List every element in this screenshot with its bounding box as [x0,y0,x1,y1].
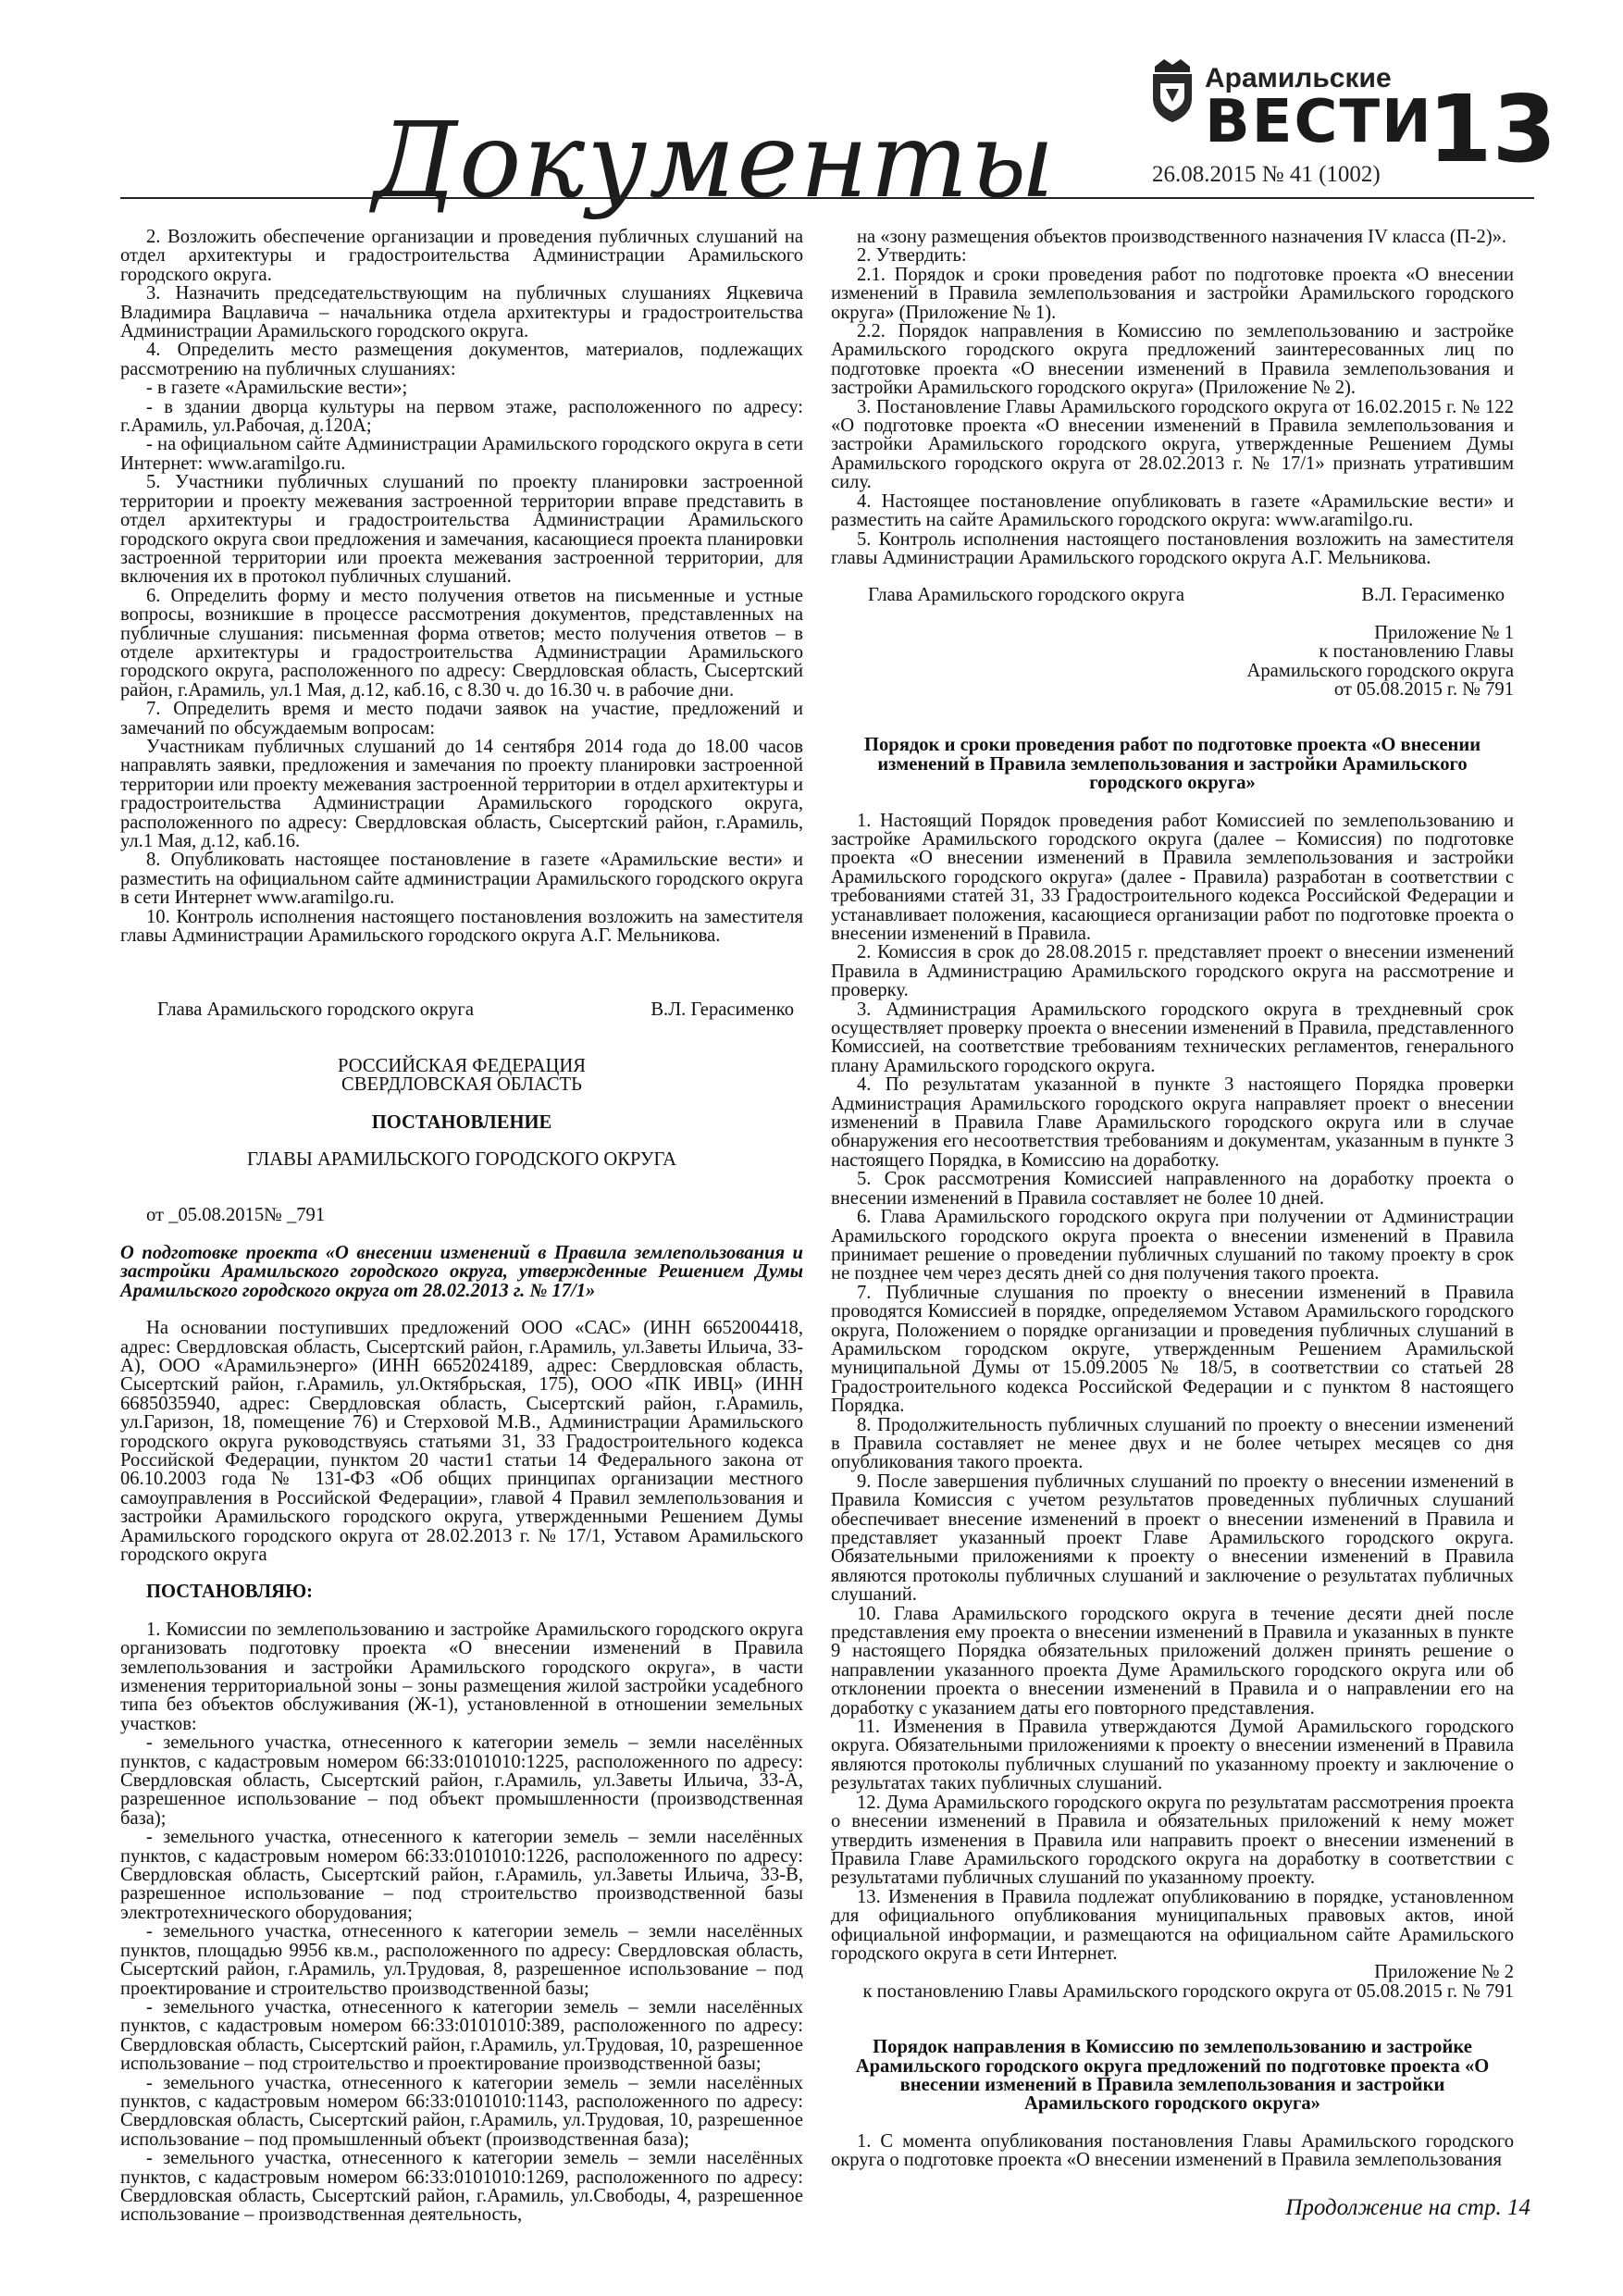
list-item: - земельного участка, отнесенного к категории земель – земли населённых пунктов, с кадастровым номером 66:33:0101010:1269, расположенного по адресу: Свердловская область, Сысертский район, г.Арамиль, ул.Свободы, 4, разрешенное использование – производственная деятельность, [120,2148,803,2226]
header-country: РОССИЙСКАЯ ФЕДЕРАЦИЯ [338,1055,586,1076]
paragraph: 7. Публичные слушания по проекту о внесении изменений в Правила проводятся Комиссией в порядке, определяемом Уставом Арамильского городского округа, Положением о порядке организации и проведения публичных слушаний в Арамильском городском округе, утвержденным Решением Арамильской муниципальной Думы от 15.09.2005 № 18/5, в соответствии со статьей 28 Градостроительного кодекса Российской Федерации и с пунктом 8 настоящего Порядка. [831,1282,1514,1417]
appendix-label: Приложение № 1 [1374,622,1514,643]
paragraph: 3. Администрация Арамильского городского округа в трехдневный срок осуществляет проверку проекта о внесении изменений в Правила, представленного Комиссией, на соответствие требованиям технических регламентов, генерального плану Арамильского городского округа. [831,999,1514,1076]
right-column [831,228,1514,2170]
list-item: - земельного участка, отнесенного к категории земель – земли населённых пунктов, с кадастровым номером 66:33:0101010:1225, расположенного по адресу: Свердловская область, Сысертский район, г.Арамиль, ул.Заветы Ильича, 33-А, разрешенное использование – под объект промышленности (производственная база); [120,1732,803,1829]
paragraph: 13. Изменения в Правила подлежат опубликованию в порядке, установленном для официального опубликования муниципальных правовых актов, иной официальной информации, и размещаются на официальном сайте Арамильского городского округа в сети Интернет. [831,1886,1514,1964]
signature-line [831,586,1514,604]
paragraph: 2. Утвердить: [857,245,967,267]
paragraph: 1. Комиссии по землепользованию и застройке Арамильского городского округа организовать подготовку проекта «О внесении изменений в Правила землепользования и застройки Арамильского городского округа», в части изменения территориальной зоны – зоны размещения жилой застройки усадебного типа без объектов обслуживания (Ж-1), установленной в отношении земельных участков: [120,1619,803,1734]
signatory-title: Глава Арамильского городского округа [157,999,475,1021]
paragraph: 3. Назначить председательствующим на публичных слушаниях Яцкевича Владимира Вацлавича – начальника отдела архитектуры и градостроительства Администрации Арамильского городского округа. [120,283,803,342]
appendix-title: Порядок направления в Комиссию по землепользованию и застройке Арамильского городского округа предложений по подготовке проекта «О внесении изменений в Правила землепользования и застройки Арамильского городского округа» [855,2037,1490,2115]
signature-line [120,1000,803,1019]
paragraph: 6. Определить форму и место получения ответов на письменные и устные вопросы, возникшие в процессе рассмотрения документов, представленных на публичные слушания: письменная форма ответов; место получения ответов – в отделе архитектуры и градостроительства Администрации Арамильского городского округа, расположенного по адресу: Свердловская область, Сысертский район, г.Арамиль, ул.1 Мая, д.12, каб.16, с 8.30 ч. до 16.30 ч. в рабочие дни. [120,585,803,701]
list-item: - земельного участка, отнесенного к категории земель – земли населённых пунктов, площадью 9956 кв.м., расположенного по адресу: Свердловская область, Сысертский район, г.Арамиль, ул.Трудовая, 8, разрешенное использование – под проектирование и строительство производственной базы; [120,1921,803,1999]
paragraph: На основании поступивших предложений ООО «САС» (ИНН 6652004418, адрес: Свердловская область, Сысертский район, г.Арамиль, ул.Заветы Ильича, 33-А), ООО «Арамильэнерго» (ИНН 6652024189, адрес: Свердловская область, Сысертский район, г.Арамиль, ул.Октябрьская, 175), ООО «ПК ИВЦ» (ИНН 6685035940, адрес: Свердловская область, Сысертский район, г.Арамиль, ул.Гаризон, 18, помещение 76) и Стерховой М.В., Администрации Арамильского городского округа руководствуясь статьями 31, 33 Градостроительного кодекса Российской Федерации, пунктом 20 части1 статьи 14 Федерального закона от 06.10.2003 года № 131-ФЗ «Об общих принципах организации местного самоуправления в Российской Федерации», главой 4 Правил землепользования и застройки Арамильского городского округа, утвержденными Решением Думы Арамильского городского округа от 28.02.2013 г. № 17/1, Уставом Арамильского городского округа [120,1318,803,1565]
appendix-label: Приложение № 2 [1374,1962,1514,1983]
list-item: - земельного участка, отнесенного к категории земель – земли населённых пунктов, с кадастровым номером 66:33:0101010:389, расположенного по адресу: Свердловская область, Сысертский район, г.Арамиль, ул.Трудовая, 10, разрешенное использование – под строительство и проектирование производственной базы; [120,1996,803,2075]
paragraph: 3. Постановление Главы Арамильского городского округа от 16.02.2015 г. № 122 «О подготовке проекта «О внесении изменений в Правила землепользования и застройки Арамильского городского округа, утвержденные Решением Думы Арамильского городского округа от 28.02.2013 г. № 17/1» признать утратившим силу. [831,396,1514,493]
signatory-name: В.Л. Герасименко [1361,585,1505,606]
header-rule [120,197,1534,199]
paragraph: 11. Изменения в Правила утверждаются Думой Арамильского городского округа. Обязательными приложениями к проекту о внесении изменений в Правила являются протоколы публичных слушаний по указанному проекту и заключение о результатах таких публичных слушаний. [831,1717,1514,1794]
paragraph: 2.1. Порядок и сроки проведения работ по подготовке проекта «О внесении изменений в Правила землепользования и застройки Арамильского городского округа» (Приложение № 1). [831,264,1514,323]
paragraph: 7. Определить время и место подачи заявок на участие, предложений и замечаний по обсуждаемым вопросам: [120,699,803,738]
paragraph: 2.2. Порядок направления в Комиссию по землепользованию и застройке Арамильского городского округа предложений заинтересованных лиц по подготовке проекта «О внесении изменений в Правила землепользования и застройки Арамильского городского округа» (Приложение № 2). [831,321,1514,399]
paragraph: 10. Глава Арамильского городского округа в течение десяти дней после представления ему проекта о внесении изменений в Правила и указанных в пункте 9 настоящего Порядка обязательных приложений должен принять решение о направлении указанного проекта Думе Арамильского городского округа или об отклонении проекта о внесении изменений в Правила и о направлении его на доработку с указанием даты его повторного представления. [831,1603,1514,1719]
masthead [0,0,1623,221]
appendix-title: Порядок и сроки проведения работ по подготовке проекта «О внесении изменений в Правила землепользования и застройки Арамильского городского округа» [863,735,1481,794]
section-title: Документы [373,101,1057,221]
paragraph: 6. Глава Арамильского городского округа при получении от Администрации Арамильского городского округа проекта о внесении изменений в Правила принимает решение о проведении публичных слушаний по такому проекту в срок не позднее чем через десять дней со дня получения такого проекта. [831,1207,1514,1285]
coat-of-arms-icon [1147,57,1197,124]
page-number: 13 [1428,75,1557,183]
header-region: СВЕРДЛОВСКАЯ ОБЛАСТЬ [341,1074,582,1096]
list-item: - в здании дворца культуры на первом этаже, расположенного по адресу: г.Арамиль, ул.Рабочая, д.120А; [120,396,803,437]
paragraph: 9. После завершения публичных слушаний по проекту о внесении изменений в Правила Комиссия с учетом результатов проведенных публичных слушаний обеспечивает внесение изменений в проект о внесении изменений в Правила и представляет указанный проект Главе Арамильского городского округа. Обязательными приложениями к проекту о внесении изменений в Правила являются протоколы публичных слушаний и заключение о результатах публичных слушаний. [831,1471,1514,1606]
signatory-title: Глава Арамильского городского округа [868,585,1185,606]
paper-name-big: ВЕСТИ [1205,88,1433,156]
list-item: - в газете «Арамильские вести»; [146,378,408,399]
paragraph: 5. Контроль исполнения настоящего постановления возложить на заместителя главы Администрации Арамильского городского округа А.Г. Мельникова. [831,528,1514,568]
paragraph: 1. Настоящий Порядок проведения работ Комиссией по землепользованию и застройке Арамильского городского округа (далее – Комиссия) по подготовке проекта «О внесении изменений в Правила землепользования и застройки Арамильского городского округа» (далее - Правила) разработан в соответствии с требованиями статей 31, 33 Градостроительного кодекса Российской Федерации и устанавливает положения, касающиеся организации работ по подготовке проекта о внесении изменений в Правила. [831,810,1514,944]
paragraph: 1. С момента опубликования постановления Главы Арамильского городского округа о подготовке проекта «О внесении изменений в Правила землепользования [831,2130,1514,2171]
date-number: от _05.08.2015№ _791 [146,1205,326,1226]
paragraph: 10. Контроль исполнения настоящего постановления возложить на заместителя главы Администрации Арамильского городского округа А.Г. Мельникова. [120,906,803,947]
paragraph: Участникам публичных слушаний до 14 сентября 2014 года до 18.00 часов направлять заявки, предложения и замечания по проекту планировки застроенной территории или проекту межевания застроенной территории в отдел архитектуры и градостроительства Администрации Арамильского городского округа, расположенного по адресу: Свердловская область, Сысертский район, г.Арамиль, ул.1 Мая, д.12, каб.16. [120,736,803,851]
paragraph: на «зону размещения объектов производственного назначения IV класса (П-2)». [857,227,1507,247]
appendix-label: Арамильского городского округа [1246,660,1514,681]
appendix-label: к постановлению Главы Арамильского городского округа от 05.08.2015 г. № 791 [862,1980,1514,2002]
newspaper-logo [1147,37,1433,176]
list-item: - на официальном сайте Администрации Арамильского городского округа в сети Интернет: www.aramilgo.ru. [120,434,803,474]
paragraph: 5. Срок рассмотрения Комиссией направленного на доработку проекта о внесении изменений в Правила составляет не более 10 дней. [831,1169,1514,1209]
left-column [120,228,803,2225]
paragraph: 2. Комиссия в срок до 28.08.2015 г. представляет проект о внесении изменений Правила в Администрацию Арамильского городского округа на рассмотрение и проверку. [831,942,1514,1001]
signatory-name: В.Л. Герасименко [650,999,794,1021]
paragraph: 12. Дума Арамильского городского округа по результатам рассмотрения проекта о внесении изменений в Правила и обязательных приложений к нему может утвердить изменения в Правила или направить проект о внесении изменений в Правила Главе Арамильского городского округа на доработку в соответствии с результатами публичных слушаний по указанному проекту. [831,1792,1514,1889]
continued-note: Продолжение на стр. 14 [1285,2195,1530,2220]
appendix-label: к постановлению Главы [1319,641,1514,663]
issue-date-number: 26.08.2015 № 41 (1002) [1152,162,1381,187]
paragraph: 4. Определить место размещения документов, материалов, подлежащих рассмотрению на публичных слушаниях: [120,340,803,379]
list-item: - земельного участка, отнесенного к категории земель – земли населённых пунктов, с кадастровым номером 66:33:0101010:1226, расположенного по адресу: Свердловская область, Сысертский район, г.Арамиль, ул.Заветы Ильича, 33-В, разрешенное использование – под строительство производственной базы электротехнического оборудования; [120,1827,803,1923]
paragraph: 2. Возложить обеспечение организации и проведения публичных слушаний на отдел архитектуры и градостроительства Администрации Арамильского городского округа. [120,227,803,285]
issuer: ГЛАВЫ АРАМИЛЬСКОГО ГОРОДСКОГО ОКРУГА [246,1149,677,1171]
paragraph: 4. По результатам указанной в пункте 3 настоящего Порядка проверки Администрация Арамильского городского округа направляет проект о внесении изменений в Правила Главе Арамильского городского округа или в случае обнаружения его несоответствия требованиям и документам, указанным в пункте 3 настоящего Порядка, в Комиссию на доработку. [831,1074,1514,1171]
subject: О подготовке проекта «О внесении изменений в Правила землепользования и застройки Арамильского городского округа, утвержденные Решением Думы Арамильского городского округа от 28.02.2013 г. № 17/1» [120,1242,803,1301]
document-type: ПОСТАНОВЛЕНИЕ [371,1111,552,1133]
paragraph: 8. Опубликовать настоящее постановление в газете «Арамильские вести» и разместить на официальном сайте администрации Арамильского городского округа в сети Интернет www.aramilgo.ru. [120,850,803,909]
decree-word: ПОСТАНОВЛЯЮ: [146,1582,313,1603]
paragraph: 8. Продолжительность публичных слушаний по проекту о внесении изменений в Правила составляет не менее двух и не более четырех месяцев со дня опубликования такого проекта. [831,1414,1514,1473]
appendix-label: от 05.08.2015 г. № 791 [1333,678,1514,700]
paragraph: 4. Настоящее постановление опубликовать в газете «Арамильские вести» и разместить на сайте Арамильского городского округа: www.aramilgo.ru. [831,490,1514,531]
list-item: - земельного участка, отнесенного к категории земель – земли населённых пунктов, с кадастровым номером 66:33:0101010:1143, расположенного по адресу: Свердловская область, Сысертский район, г.Арамиль, ул.Трудовая, 10, разрешенное использование – под промышленный объект (производственная база); [120,2072,803,2150]
paper-name-small: Арамильские [1205,63,1392,93]
paragraph: 5. Участники публичных слушаний по проекту планировки застроенной территории и проекту межевания застроенной территории вправе представить в отдел архитектуры и градостроительства Администрации Арамильского городского округа свои предложения и замечания, касающиеся проекта планировки застроенной территории или проекта межевания застроенной территории, для включения их в протокол публичных слушаний. [120,472,803,588]
